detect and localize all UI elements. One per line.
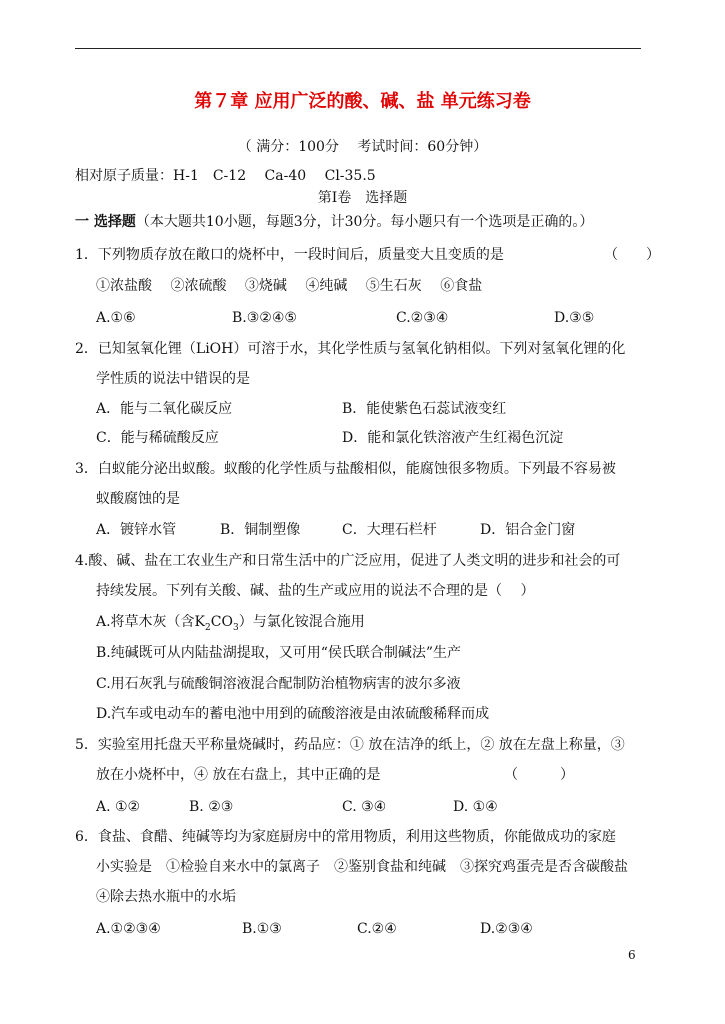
q4-a-text-mid: CO [210,614,233,630]
q2-option-c: C．能与稀硫酸反应 [96,430,219,446]
q6-stem-line1: 6．食盐、食醋、纯碱等均为家庭厨房中的常用物质，利用这些物质，你能做成功的家庭 [75,829,616,845]
header-rule [75,48,641,49]
q3-stem-line2: 蚁酸腐蚀的是 [96,491,180,507]
q4-a-subscript-2: 3 [232,622,239,633]
q5-option-b: B. ②③ [189,799,234,815]
q5-stem-line1: 5．实验室用托盘天平称量烧碱时，药品应：① 放在洁净的纸上，② 放在左盘上称量，③ [75,737,625,753]
volume-heading: 第Ⅰ卷 选择题 [317,190,408,206]
q4-a-subscript-1: 2 [205,622,211,633]
q2-option-d: D．能和氯化铁溶液产生红褐色沉淀 [342,430,564,446]
q4-option-d: D.汽车或电动车的蓄电池中用到的硫酸溶液是由浓硫酸稀释而成 [96,706,490,722]
atomic-mass-line: 相对原子质量：H-1 C-12 Ca-40 Cl-35.5 [75,168,376,184]
q5-option-d: D. ①④ [453,799,498,815]
q1-option-a: A.①⑥ [96,310,136,326]
q4-option-c: C.用石灰乳与硫酸铜溶液混合配制防治植物病害的波尔多液 [96,676,461,692]
q1-option-b: B.③②④⑤ [232,310,297,326]
q6-stem-line3: ④除去热水瓶中的水垢 [96,889,236,905]
q5-answer-paren: （ ） [504,767,574,783]
q6-option-b: B.①③ [242,921,282,937]
q6-option-d: D.②③④ [480,921,533,937]
q1-option-d: D.③⑤ [554,310,595,326]
page-number: 6 [628,948,636,962]
q2-stem-line2: 学性质的说法中错误的是 [96,371,250,387]
q3-option-b: B．铜制塑像 [220,522,301,538]
q2-option-a: A．能与二氧化碳反应 [96,401,233,417]
q1-answer-paren: （ ） [604,247,660,263]
q4-stem-line2: 持续发展。下列有关酸、碱、盐的生产或应用的说法不合理的是（ ） [96,583,535,599]
q6-option-c: C.②④ [357,921,397,937]
document-title: 第７章 应用广泛的酸、碱、盐 单元练习卷 [194,91,531,112]
q3-stem-line1: 3．白蚁能分泌出蚁酸。蚁酸的化学性质与盐酸相似，能腐蚀很多物质。下列最不容易被 [75,461,616,477]
q4-stem-line1: 4.酸、碱、盐在工农业生产和日常生活中的广泛应用，促进了人类文明的进步和社会的可 [75,553,621,569]
q1-stem: 1．下列物质存放在敞口的烧杯中，一段时间后，质量变大且变质的是 [75,247,504,263]
q4-option-b: B.纯碱既可从内陆盐湖提取，又可用“侯氏联合制碱法”生产 [96,645,462,661]
q4-a-text-pre: A.将草木灰（含K [96,614,206,630]
q6-option-a: A.①②③④ [96,921,161,937]
q2-option-b: B．能使紫色石蕊试液变红 [342,401,507,417]
q5-option-c: C. ③④ [342,799,387,815]
q4-a-text-post: ）与氯化铵混合施用 [238,614,365,630]
section-heading [75,213,593,231]
q4-option-a [96,613,365,631]
q3-option-c: C．大理石栏杆 [342,522,437,538]
q5-option-a: A. ①② [96,799,141,815]
section-heading-bold: 一 选择题 [75,214,136,230]
q6-stem-line2: 小实验是 ①检验自来水中的氯离子 ②鉴别食盐和纯碱 ③探究鸡蛋壳是否含碳酸盐 [96,859,628,875]
section-heading-rest: （本大题共10小题，每题3分，计30分。每小题只有一个选项是正确的。） [135,214,594,230]
q3-option-a: A．镀锌水管 [96,522,177,538]
q3-option-d: D．铝合金门窗 [480,522,576,538]
exam-meta: （ 满分：100分 考试时间：60分钟） [237,139,488,155]
q5-stem-line2: 放在小烧杯中，④ 放在右盘上，其中正确的是 [96,767,381,783]
q1-items: ①浓盐酸 ②浓硫酸 ③烧碱 ④纯碱 ⑤生石灰 ⑥食盐 [96,278,483,294]
q1-option-c: C.②③④ [396,310,449,326]
q2-stem-line1: 2．已知氢氧化锂（LiOH）可溶于水，其化学性质与氢氧化钠相似。下列对氢氧化锂的化 [75,341,626,357]
